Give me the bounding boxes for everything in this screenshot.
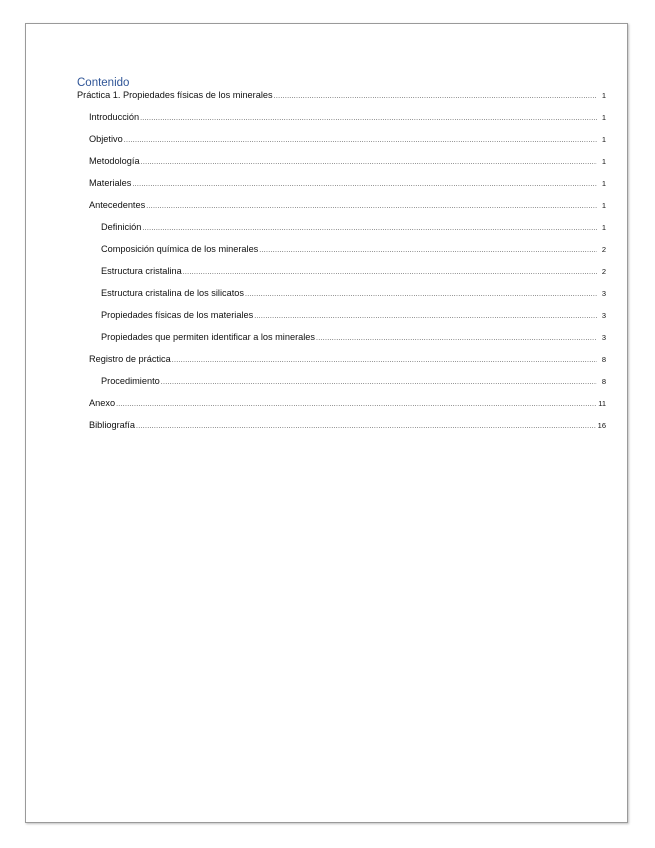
toc-entry-propiedades-identificar[interactable] — [77, 332, 606, 344]
toc-leader-dots — [254, 311, 597, 322]
toc-leader-dots — [274, 91, 597, 102]
document-page — [25, 23, 628, 823]
table-of-contents — [77, 76, 606, 442]
toc-page-number: 11 — [598, 399, 606, 408]
toc-leader-dots — [124, 135, 597, 146]
toc-entry-materiales[interactable] — [77, 178, 606, 190]
toc-page-number: 8 — [601, 377, 606, 386]
toc-entry-label: Estructura cristalina de los silicatos — [101, 288, 244, 298]
toc-title: Contenido — [77, 77, 130, 89]
toc-page-number: 1 — [601, 157, 606, 166]
toc-entry-label: Composición química de los minerales — [101, 244, 259, 254]
toc-entry-label: Propiedades físicas de los materiales — [101, 310, 254, 320]
toc-entry-label: Definición — [101, 222, 142, 232]
toc-entry-introduccion[interactable] — [77, 112, 606, 124]
toc-entry-definicion[interactable] — [77, 222, 606, 234]
toc-page-number: 1 — [601, 91, 606, 100]
toc-entry-estructura-cristalina[interactable] — [77, 266, 606, 278]
toc-page-number: 3 — [601, 311, 606, 320]
toc-page-number: 1 — [601, 223, 606, 232]
toc-page-number: 1 — [601, 113, 606, 122]
toc-leader-dots — [132, 179, 597, 190]
toc-leader-dots — [245, 289, 597, 300]
toc-entry-label: Estructura cristalina — [101, 266, 182, 276]
toc-leader-dots — [141, 157, 597, 168]
toc-entry-label: Metodología — [89, 156, 140, 166]
toc-entry-label: Procedimiento — [101, 376, 160, 386]
toc-page-number: 3 — [601, 333, 606, 342]
toc-entry-metodologia[interactable] — [77, 156, 606, 168]
toc-entry-antecedentes[interactable] — [77, 200, 606, 212]
toc-leader-dots — [172, 355, 597, 366]
toc-page-number: 3 — [601, 289, 606, 298]
toc-leader-dots — [140, 113, 597, 124]
toc-entry-label: Materiales — [89, 178, 132, 188]
toc-entry-propiedades-fisicas-materiales[interactable] — [77, 310, 606, 322]
toc-leader-dots — [142, 223, 597, 234]
toc-entry-label: Propiedades que permiten identificar a los minerales — [101, 332, 315, 342]
toc-leader-dots — [136, 421, 596, 432]
toc-entry-composicion-quimica[interactable] — [77, 244, 606, 256]
toc-entry-objetivo[interactable] — [77, 134, 606, 146]
toc-entry-label: Introducción — [89, 112, 140, 122]
toc-entry-registro-practica[interactable] — [77, 354, 606, 366]
toc-entry-label: Práctica 1. Propiedades físicas de los minerales — [77, 90, 273, 100]
toc-entry-practica-1[interactable] — [77, 90, 606, 102]
toc-leader-dots — [146, 201, 597, 212]
toc-page-number: 16 — [597, 421, 606, 430]
toc-entry-label: Bibliografía — [89, 420, 135, 430]
toc-leader-dots — [116, 399, 596, 410]
toc-page-number: 2 — [601, 267, 606, 276]
toc-entry-bibliografia[interactable] — [77, 420, 606, 432]
toc-entry-label: Objetivo — [89, 134, 123, 144]
toc-page-number: 1 — [601, 201, 606, 210]
toc-page-number: 1 — [601, 179, 606, 188]
toc-entry-procedimiento[interactable] — [77, 376, 606, 388]
toc-entry-label: Anexo — [89, 398, 116, 408]
toc-page-number: 8 — [601, 355, 606, 364]
toc-leader-dots — [161, 377, 597, 388]
toc-entry-anexo[interactable] — [77, 398, 606, 410]
toc-page-number: 1 — [601, 135, 606, 144]
toc-leader-dots — [259, 245, 597, 256]
toc-entry-label: Antecedentes — [89, 200, 146, 210]
toc-leader-dots — [316, 333, 597, 344]
toc-entry-label: Registro de práctica — [89, 354, 171, 364]
toc-entry-estructura-silicatos[interactable] — [77, 288, 606, 300]
toc-page-number: 2 — [601, 245, 606, 254]
toc-leader-dots — [183, 267, 597, 278]
